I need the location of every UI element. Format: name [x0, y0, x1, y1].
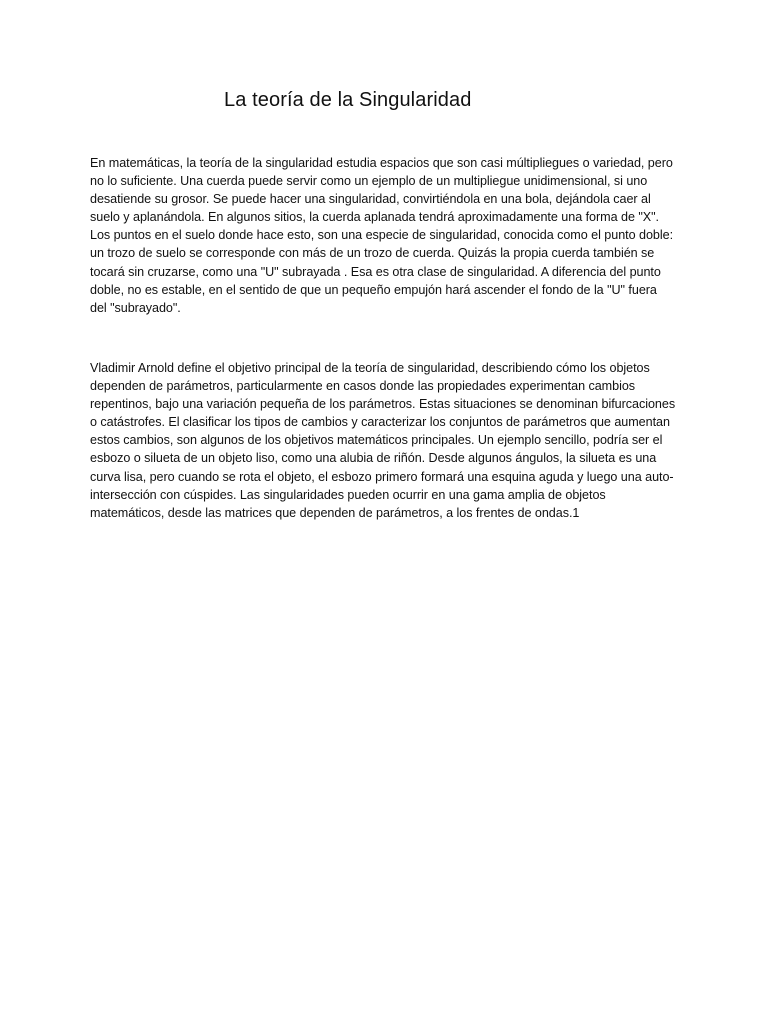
text-line: repentinos, bajo una variación pequeña de los parámetros. Estas situaciones se denominan bifurcaciones: [90, 397, 676, 412]
text-line: matemáticos, desde las matrices que dependen de parámetros, a los frentes de ondas.1: [90, 505, 580, 520]
text-line: esbozo o silueta de un objeto liso, como una alubia de riñón. Desde algunos ángulos, la silueta es una: [90, 451, 657, 466]
paragraph-arnold-objective: [90, 359, 682, 522]
text-line: doble, no es estable, en el sentido de que un pequeño empujón hará ascender el fondo de la "U" fuera: [90, 282, 657, 297]
text-line: Vladimir Arnold define el objetivo principal de la teoría de singularidad, describiendo cómo los objetos: [90, 361, 650, 375]
text-line: un trozo de suelo se corresponde con más de un trozo de cuerda. Quizás la propia cuerda también se: [90, 246, 655, 261]
text-line: suelo y aplanándola. En algunos sitios, la cuerda aplanada tendrá aproximadamente una forma de "X".: [90, 210, 659, 225]
text-line: estos cambios, son algunos de los objetivos matemáticos principales. Un ejemplo sencillo, podría ser el: [90, 433, 663, 448]
text-line: curva lisa, pero cuando se rota el objeto, el esbozo primero formará una esquina aguda y luego una auto-: [90, 469, 674, 484]
text-line: tocará sin cruzarse, como una "U" subrayada . Esa es otra clase de singularidad. A diferencia del punto: [90, 264, 661, 279]
document-title: La teoría de la Singularidad: [224, 89, 472, 111]
text-line: intersección con cúspides. Las singularidades pueden ocurrir en una gama amplia de objetos: [90, 487, 606, 502]
text-line: o catástrofes. El clasificar los tipos de cambios y caracterizar los conjuntos de parámetros que aumentan: [90, 415, 670, 430]
text-line: desatiende su grosor. Se puede hacer una singularidad, convirtiéndola en una bola, dejándola caer al: [90, 192, 651, 207]
text-line: Los puntos en el suelo donde hace esto, son una especie de singularidad, conocida como el punto doble:: [90, 228, 674, 243]
text-line: no lo suficiente. Una cuerda puede servir como un ejemplo de un multipliegue unidimensional, si uno: [90, 174, 648, 189]
text-line: En matemáticas, la teoría de la singularidad estudia espacios que son casi múltipliegues o variedad, pero: [90, 156, 673, 170]
paragraph-singularity-definition: [90, 154, 682, 317]
text-line: del "subrayado".: [90, 300, 181, 315]
text-line: dependen de parámetros, particularmente en casos donde las propiedades experimentan cambios: [90, 379, 636, 394]
